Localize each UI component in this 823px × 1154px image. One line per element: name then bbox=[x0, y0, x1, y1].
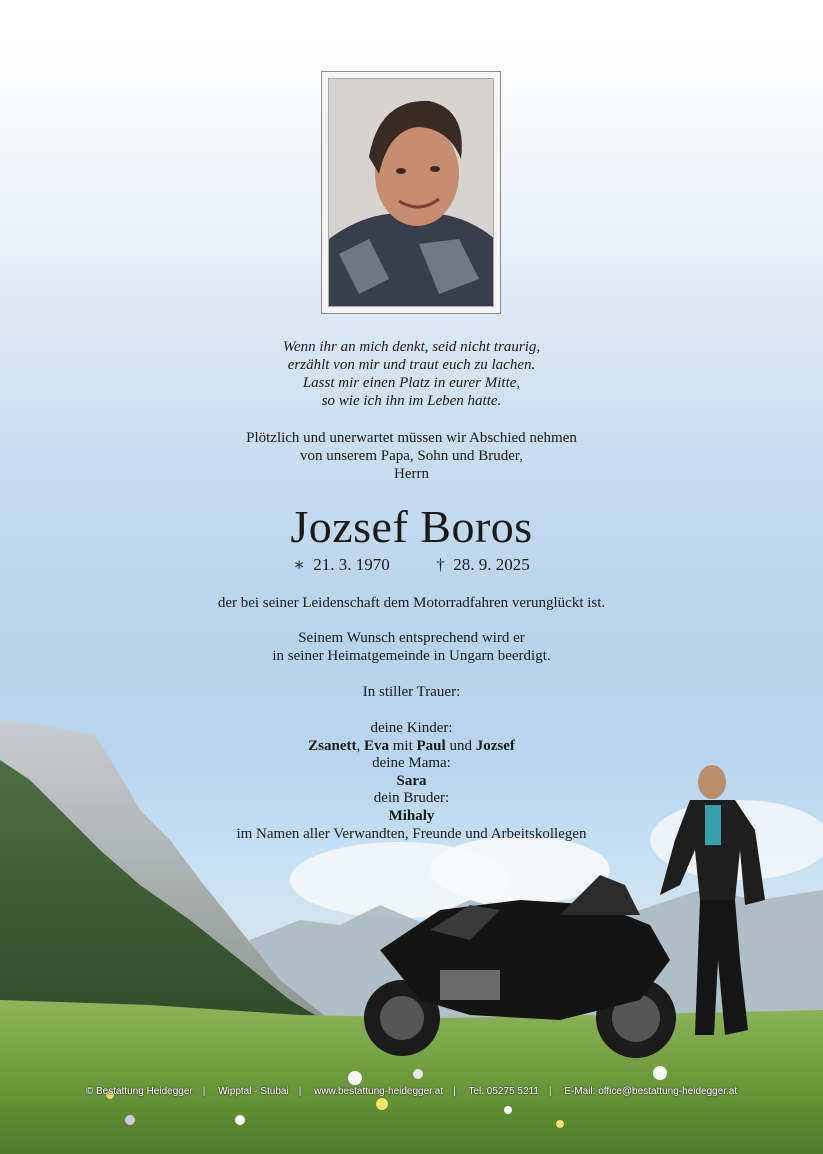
deceased-name: Jozsef Boros bbox=[290, 501, 533, 552]
intro-line: Plötzlich und unerwartet müssen wir Abschied nehmen bbox=[246, 430, 577, 446]
mourners-list bbox=[0, 720, 823, 843]
company-email[interactable]: E-Mail: office@bestattung-heidegger.at bbox=[564, 1086, 738, 1097]
intro-line: Herrn bbox=[394, 466, 429, 482]
name-separator: , bbox=[356, 737, 364, 754]
children-label: deine Kinder: bbox=[370, 720, 453, 736]
poem-line: so wie ich ihn im Leben hatte. bbox=[321, 393, 502, 409]
name-separator: mit bbox=[389, 737, 417, 754]
memorial-poem bbox=[0, 338, 823, 410]
brother-name: Mihaly bbox=[388, 807, 435, 824]
mother-name: Sara bbox=[396, 772, 427, 789]
intro-line: von unserem Papa, Sohn und Bruder, bbox=[299, 448, 524, 464]
burial-wish bbox=[0, 629, 823, 665]
company-phone: Tel. 05275 5211 bbox=[468, 1086, 539, 1097]
poem-line: Lasst mir einen Platz in eurer Mitte, bbox=[302, 375, 521, 391]
company-website[interactable]: www.bestattung-heidegger.at bbox=[314, 1086, 444, 1097]
mourning-label: In stiller Trauer: bbox=[362, 684, 461, 700]
portrait-illustration bbox=[329, 79, 494, 307]
poem-line: erzählt von mir und traut euch zu lachen. bbox=[287, 357, 536, 373]
funeral-home-footer: © Bestattung Heidegger | Wipptal - Stubai | www.bestattung-heidegger.at | Tel. 05275 5211 | E-Mail: office@bestattung-heidegger.at bbox=[85, 1086, 738, 1097]
child-name: Jozsef bbox=[475, 737, 515, 754]
wish-line: Seinem Wunsch entsprechend wird er bbox=[298, 630, 525, 646]
birth-date: 21. 3. 1970 bbox=[313, 555, 390, 574]
life-dates bbox=[0, 555, 823, 575]
wish-line: in seiner Heimatgemeinde in Ungarn beerdigt. bbox=[272, 648, 551, 664]
accident-note: der bei seiner Leidenschaft dem Motorradfahren verunglückt ist. bbox=[217, 595, 606, 611]
child-name: Zsanett bbox=[308, 737, 357, 754]
company-location: Wipptal - Stubai bbox=[218, 1086, 289, 1097]
children-names bbox=[0, 738, 823, 756]
portrait-photo bbox=[328, 78, 494, 307]
poem-line: Wenn ihr an mich denkt, seid nicht traurig, bbox=[282, 339, 541, 355]
closing-line: im Namen aller Verwandten, Freunde und Arbeitskollegen bbox=[236, 825, 587, 842]
partner-name: Paul bbox=[416, 737, 446, 754]
brother-label: dein Bruder: bbox=[373, 790, 450, 807]
mother-label: deine Mama: bbox=[372, 755, 451, 772]
name-separator: und bbox=[445, 737, 476, 754]
death-symbol: † bbox=[436, 555, 445, 574]
birth-symbol: ∗ bbox=[293, 555, 305, 574]
announcement-intro bbox=[0, 429, 823, 483]
death-date: 28. 9. 2025 bbox=[453, 555, 530, 574]
portrait-frame bbox=[321, 71, 501, 314]
child-name: Eva bbox=[363, 737, 389, 754]
company-name: © Bestattung Heidegger bbox=[85, 1086, 193, 1097]
